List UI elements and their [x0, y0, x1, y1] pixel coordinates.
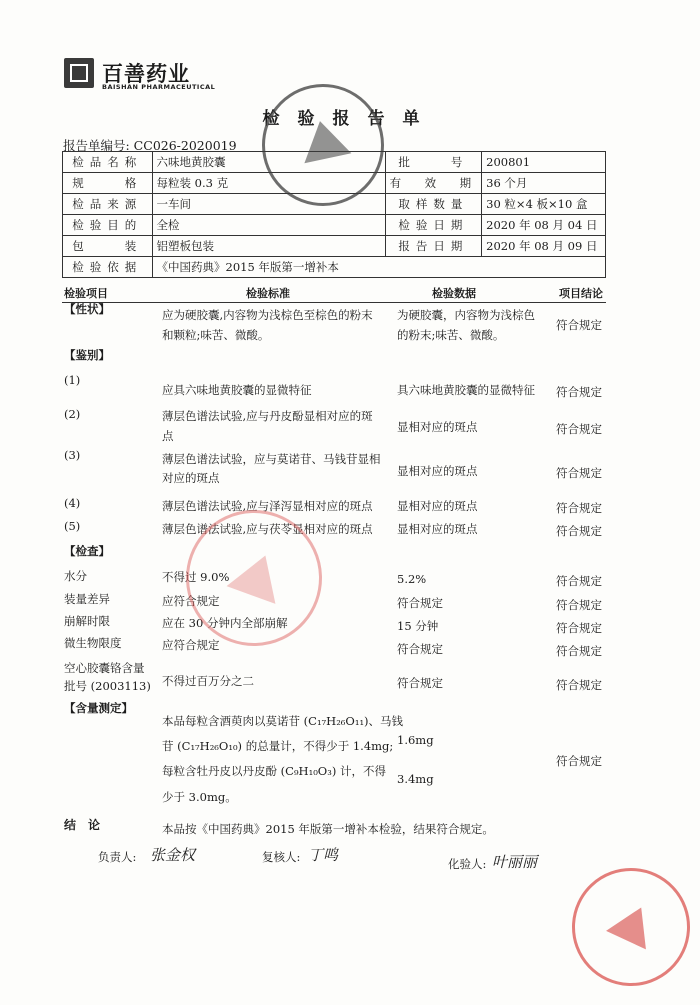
result-text: 符合规定 [556, 466, 602, 480]
star-icon [606, 898, 661, 949]
col-header-standard: 检验标准 [246, 287, 290, 300]
table-row [63, 257, 606, 278]
result-text: 符合规定 [556, 524, 602, 538]
responsible-label: 负责人: [98, 850, 137, 864]
reviewer-label: 复核人: [262, 850, 301, 864]
data-text: 显相对应的斑点 [397, 464, 478, 478]
check-item-name: 空心胶囊铬含量 [64, 661, 145, 675]
tester-label: 化验人: [448, 857, 487, 871]
item-number: (1) [64, 373, 81, 387]
star-icon [227, 547, 290, 604]
field-label: 检验目的 [63, 215, 153, 236]
field-value: 全检 [152, 215, 385, 236]
standard-text: 薄层色谱法试验,应与茯苓显相对应的斑点 [162, 522, 373, 536]
result-text: 符合规定 [556, 385, 602, 399]
star-icon [296, 116, 351, 163]
data-text: 的粉末;味苦、微酸。 [397, 328, 505, 342]
field-value: 200801 [482, 152, 606, 173]
data-text: 显相对应的斑点 [397, 522, 478, 536]
standard-text: 和颗粒;味苦、微酸。 [162, 328, 270, 342]
data-text: 显相对应的斑点 [397, 499, 478, 513]
table-row [63, 236, 606, 257]
report-number: 报告单编号: CC026-2020019 [63, 138, 237, 153]
field-value: 铝塑板包装 [152, 236, 385, 257]
check-item-batch: 批号 (2003113) [64, 679, 151, 693]
section-label-jiancha: 【检查】 [64, 544, 110, 558]
field-label: 有 效 期 [385, 173, 482, 194]
conclusion-text: 本品按《中国药典》2015 年版第一增补本检验，结果符合规定。 [162, 822, 494, 836]
standard-text: 应在 30 分钟内全部崩解 [162, 616, 288, 630]
result-text: 符合规定 [556, 644, 602, 658]
data-text: 15 分钟 [397, 619, 439, 633]
logo-mark-icon [64, 58, 94, 88]
result-text: 符合规定 [556, 501, 602, 515]
standard-text: 应符合规定 [162, 594, 220, 608]
check-item-name: 微生物限度 [64, 636, 122, 650]
data-text: 显相对应的斑点 [397, 420, 478, 434]
data-text: 3.4mg [397, 772, 434, 786]
standard-text: 不得过 9.0% [162, 570, 230, 584]
field-value: 2020 年 08 月 04 日 [482, 215, 606, 236]
result-text: 符合规定 [556, 678, 602, 692]
table-row [63, 215, 606, 236]
standard-text: 薄层色谱法试验,应与丹皮酚显相对应的斑 [162, 409, 373, 423]
standard-text: 本品每粒含酒萸肉以莫诺苷 (C₁₇H₂₆O₁₁)、马钱 [162, 714, 404, 728]
standard-text: 不得过百万分之二 [162, 674, 254, 688]
field-label: 检验依据 [63, 257, 153, 278]
report-title: 检验报告单 [262, 109, 438, 129]
standard-text: 对应的斑点 [162, 471, 220, 485]
logo-name-en: BAISHAN PHARMACEUTICAL [102, 83, 216, 91]
field-label: 包 装 [63, 236, 153, 257]
distributor-seal-red [553, 849, 700, 1005]
data-text: 1.6mg [397, 733, 434, 747]
data-text: 符合规定 [397, 642, 443, 656]
result-text: 符合规定 [556, 422, 602, 436]
field-value: 30 粒×4 板×10 盒 [482, 194, 606, 215]
field-value: 2020 年 08 月 09 日 [482, 236, 606, 257]
result-text: 符合规定 [556, 621, 602, 635]
data-text: 符合规定 [397, 676, 443, 690]
result-text: 符合规定 [556, 574, 602, 588]
data-text: 具六味地黄胶囊的显微特征 [397, 383, 535, 397]
item-number: (4) [64, 496, 81, 510]
field-value: 《中国药典》2015 年版第一增补本 [152, 257, 605, 278]
field-label: 报告日期 [385, 236, 482, 257]
col-header-data: 检验数据 [432, 287, 476, 300]
standard-text: 点 [162, 429, 174, 443]
col-header-result: 项目结论 [559, 287, 603, 300]
field-value: 一车间 [152, 194, 385, 215]
item-number: (5) [64, 519, 81, 533]
responsible-signature: 张金权 [150, 846, 196, 864]
tester-signature: 叶丽丽 [492, 853, 538, 871]
logo-name-cn: 百善药业 [102, 62, 190, 86]
check-item-name: 水分 [64, 569, 87, 583]
conclusion-label: 结 论 [64, 818, 101, 832]
standard-text: 薄层色谱法试验,应与泽泻显相对应的斑点 [162, 499, 373, 513]
item-number: (2) [64, 407, 81, 421]
field-label: 检品名称 [63, 152, 153, 173]
result-text: 符合规定 [556, 318, 602, 332]
standard-text: 每粒含牡丹皮以丹皮酚 (C₉H₁₀O₃) 计，不得 [162, 764, 386, 778]
item-number: (3) [64, 448, 81, 462]
field-label: 检品来源 [63, 194, 153, 215]
standard-text: 应符合规定 [162, 638, 220, 652]
divider [62, 302, 606, 303]
result-text: 符合规定 [556, 754, 602, 768]
data-text: 5.2% [397, 572, 427, 586]
field-label: 规 格 [63, 173, 153, 194]
standard-text: 薄层色谱法试验，应与莫诺苷、马钱苷显相 [162, 452, 381, 466]
check-item-name: 崩解时限 [64, 614, 110, 628]
field-value: 六味地黄胶囊 [152, 152, 385, 173]
data-text: 为硬胶囊，内容物为浅棕色 [397, 308, 535, 322]
col-header-item: 检验项目 [64, 287, 108, 300]
result-text: 符合规定 [556, 598, 602, 612]
section-label-xingzhuang: 【性状】 [64, 302, 110, 316]
data-text: 符合规定 [397, 596, 443, 610]
standard-text: 应为硬胶囊,内容物为浅棕色至棕色的粉末 [162, 308, 373, 322]
field-label: 取样数量 [385, 194, 482, 215]
standard-text: 少于 3.0mg。 [162, 790, 237, 804]
field-value: 每粒装 0.3 克 [152, 173, 385, 194]
reviewer-signature: 丁鸣 [308, 846, 339, 864]
section-label-hanliang: 【含量测定】 [64, 701, 133, 715]
field-label: 检验日期 [385, 215, 482, 236]
check-item-name: 装量差异 [64, 592, 110, 606]
field-label: 批 号 [385, 152, 482, 173]
section-label-jianbie: 【鉴别】 [64, 348, 110, 362]
field-value: 36 个月 [482, 173, 606, 194]
standard-text: 苷 (C₁₇H₂₆O₁₀) 的总量计，不得少于 1.4mg; [162, 739, 394, 753]
standard-text: 应具六味地黄胶囊的显微特征 [162, 383, 312, 397]
